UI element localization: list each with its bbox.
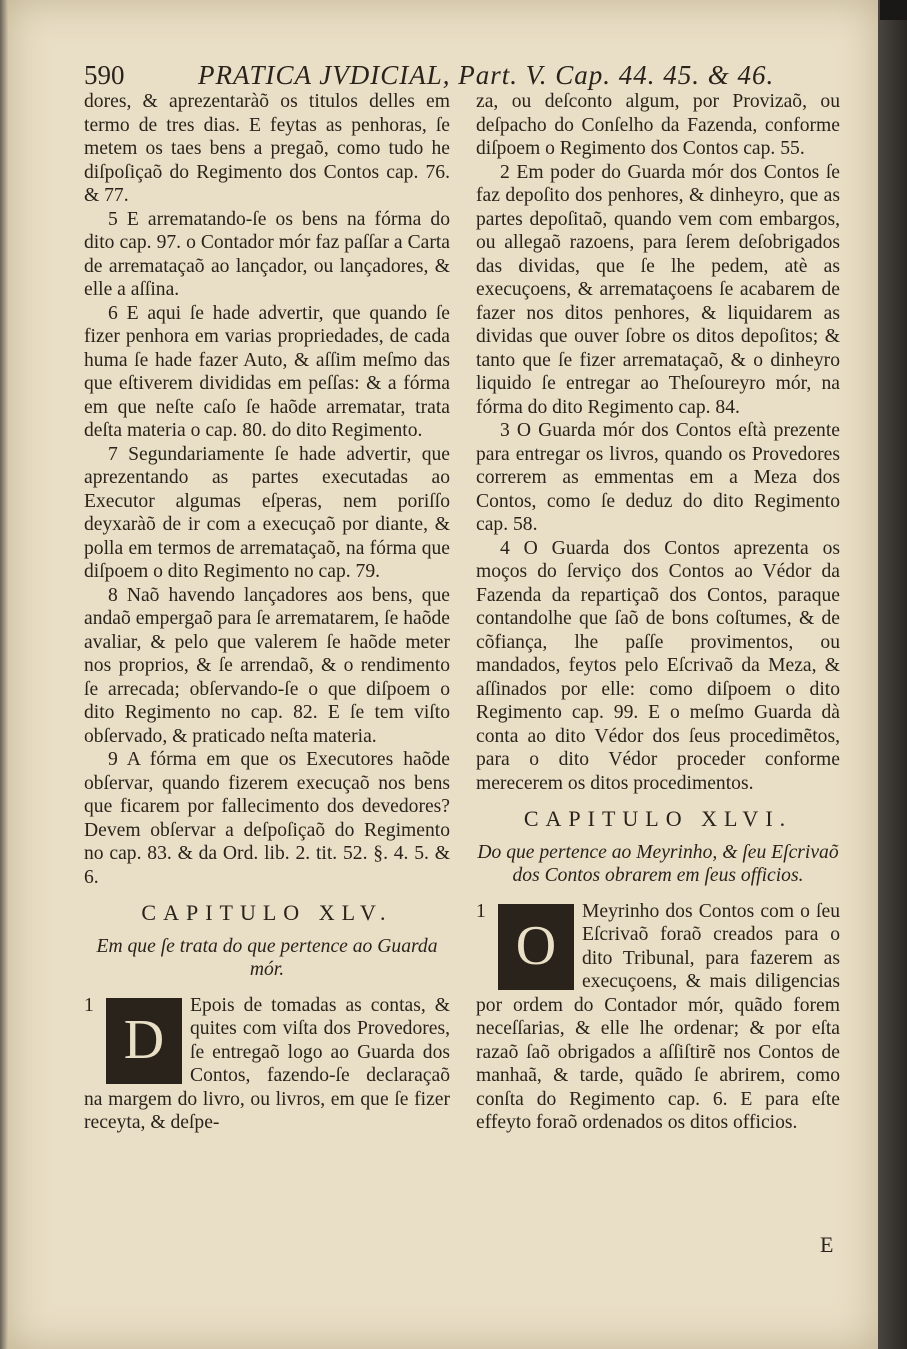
paragraph: 4 O Guarda dos Contos aprezenta os moços do ſerviço dos Contos ao Védor da Fazenda da repartiçaõ dos Contos, paraque contandolhe que ſaõ de bons coſtumes, & de cõfiança, lhe paſſe provimentos, ou mandados, feytos pelo Eſcrivaõ da Meza, & aſſinados por elle: como diſpoem o dito Regimento cap. 99. E o meſmo Guarda dà conta ao dito Védor dos ſeus procedimẽtos, para o dito Védor proceder conforme merecerem os ditos procedimentos. — [476, 537, 840, 794]
chapter-opening — [84, 994, 450, 1135]
paragraph: 8 Naõ havendo lançadores aos bens, que andaõ empergaõ para ſe arrematarem, ſe haõde avaliar, & pelo que valerem ſe haõde meter nos proprios, & ſe arrendaõ, & o rendimento ſe arrecada; obſervando-ſe o que diſpoem o dito Regimento no cap. 82. E ſe tem viſto obſervado, & praticado neſta materia. — [84, 584, 450, 747]
left-column — [84, 90, 450, 1135]
book-spine — [0, 0, 8, 1349]
chapter-heading: CAPITULO XLVI. — [523, 806, 793, 831]
paragraph: 3 O Guarda mór dos Contos eſtà prezente para entregar os livros, quando os Provedores correrem as emmentas em a Meza dos Contos, como ſe deduz do dito Regimento cap. 58. — [476, 420, 840, 535]
paragraph: Meyrinho dos Contos com o ſeu Eſcrivaõ foraõ creados para o dito Tribunal, para fazerem as execuçoens, & mais diligencias por ordem do Contador mór, quãdo forem neceſſarias, & elle lhe ordenar; & por eſta razaõ ſaõ obrigados a aſſiſtirẽ nos Contos de manhaã, & tarde, quãdo ſe abrirem, como conſta do Regimento cap. 6. E para eſte effeyto foraõ ordenados os ditos officios. — [476, 900, 840, 1133]
drop-cap: O — [498, 904, 574, 990]
catchword: E — [820, 1232, 834, 1257]
chapter-opening — [476, 900, 840, 1135]
paragraph: za, ou deſconto algum, por Provizaõ, ou deſpacho do Conſelho da Fazenda, conforme diſpoem o Regimento dos Contos cap. 55. — [476, 91, 840, 159]
background-edge — [878, 0, 907, 1349]
paragraph: 2 Em poder do Guarda mór dos Contos ſe faz depoſito dos penhores, & dinheyro, que as partes depoſitaõ, quando vem com embargos, ou allegaõ razoens, para ſerem deſobrigados das dividas, que ſe lhe pedem, atè as execuçoens, & arremataçoens ſe acabarem de fazer nos ditos penhores, & liquidarem as dividas que ouver ſobre os ditos depoſitos; & tanto que ſe fizer arremataçaõ, & o dinheyro liquido ſe entregar ao Theſoureyro mór, na fórma do dito Regimento cap. 84. — [476, 161, 840, 418]
page-number: 590 — [84, 60, 125, 90]
chapter-subtitle: Do que pertence ao Meyrinho, & ſeu Eſcrivaõ dos Contos obrarem em ſeus officios. — [477, 841, 839, 886]
paragraph-number: 1 — [476, 900, 486, 922]
right-column — [476, 90, 840, 1135]
chapter-heading: CAPITULO XLV. — [141, 900, 393, 925]
paragraph: 9 A fórma em que os Executores haõde obſervar, quando fizerem execuçaõ nos bens que ficarem por fallecimento dos devedores? Devem obſervar a deſpoſiçaõ do Regimento no cap. 83. & da Ord. lib. 2. tit. 52. §. 4. 5. & 6. — [84, 749, 450, 888]
paragraph: dores, & aprezentaràõ os titulos delles em termo de tres dias. E feytas as penhoras, ſe metem os taes bens a pregaõ, como tudo he diſpoſiçaõ do Regimento dos Contos cap. 76. & 77. — [84, 91, 450, 206]
drop-cap: D — [106, 998, 182, 1084]
chapter-subtitle: Em que ſe trata do que pertence ao Guarda mór. — [96, 935, 438, 980]
paragraph: 6 E aqui ſe hade advertir, que quando ſe fizer penhora em varias propriedades, de cada huma ſe hade fazer Auto, & aſſim meſmo das que eſtiverem divididas em peſſas: & a fórma em que neſte caſo ſe haõde arrematar, trata deſta materia o cap. 80. do dito Regimento. — [84, 302, 450, 441]
paragraph-number: 1 — [84, 994, 94, 1016]
black-tab — [880, 0, 907, 20]
header-title: PRATICA JVDICIAL, Part. V. Cap. 44. 45. & 46. — [198, 60, 775, 90]
paragraph: Epois de tomadas as contas, & quites com viſta dos Provedores, ſe entregaõ logo ao Guarda dos Contos, fazendo-ſe declaraçaõ na margem do livro, ou livros, em que ſe fizer receyta, & deſpe- — [84, 994, 450, 1133]
paragraph: 5 E arrematando-ſe os bens na fórma do dito cap. 97. o Contador mór faz paſſar a Carta de arremataçaõ ao lançador, ou lançadores, & elle a aſſina. — [84, 208, 450, 300]
paragraph: 7 Segundariamente ſe hade advertir, que aprezentando as partes executadas ao Executor algumas eſperas, nem poriſſo deyxaràõ de ir com a execuçaõ por diante, & polla em termos de arremataçaõ, na fórma que diſpoem o dito Regimento no cap. 79. — [84, 443, 450, 582]
